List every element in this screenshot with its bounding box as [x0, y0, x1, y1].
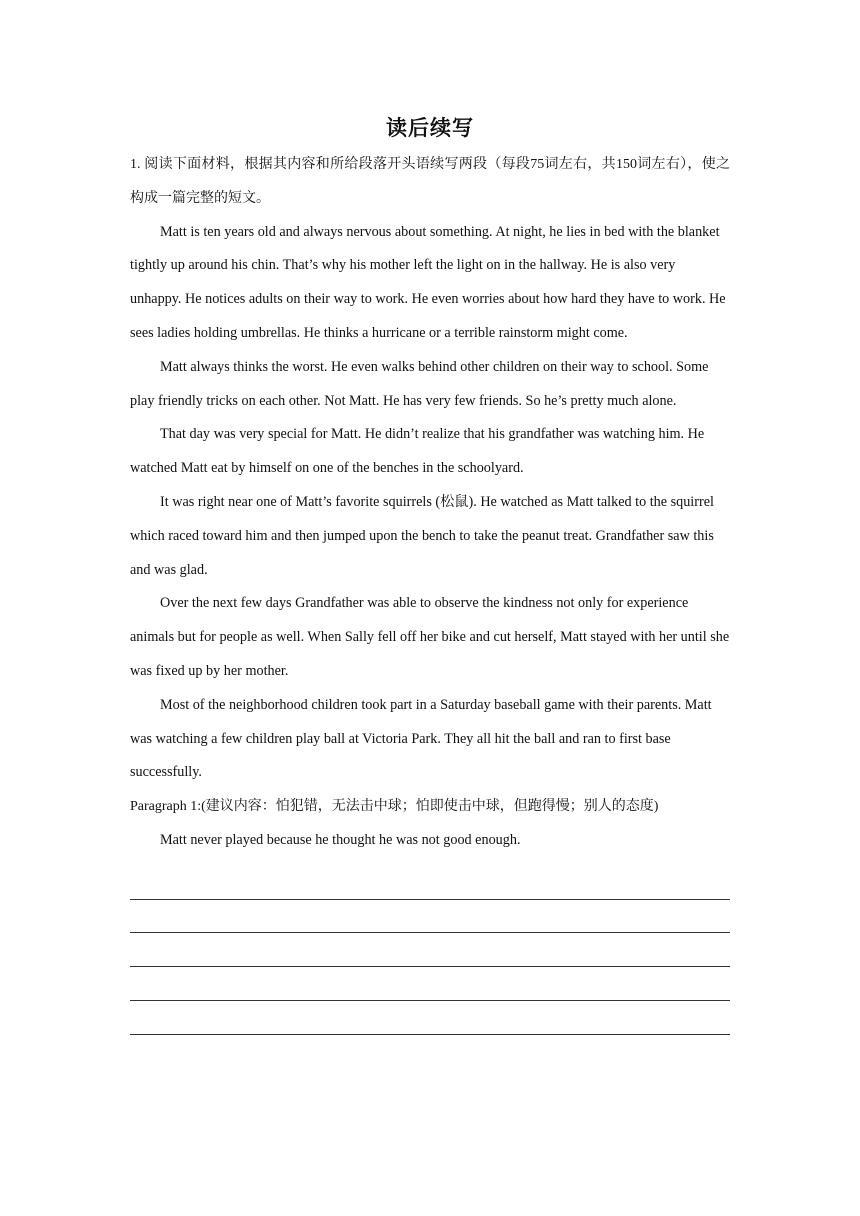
- answer-line[interactable]: [130, 900, 730, 934]
- passage-paragraph-6: Most of the neighborhood children took part in a Saturday baseball game with their parents. Matt was watching a few children play ball at Victoria Park. They all hit the ball and ran to first base successfully.: [130, 696, 712, 781]
- paragraph-1-starter: Matt never played because he thought he was not good enough.: [160, 831, 521, 848]
- worksheet-title: 读后续写: [386, 116, 474, 140]
- passage-paragraph-3: That day was very special for Matt. He didn’t realize that his grandfather was watching him. He watched Matt eat by himself on one of the benches in the schoolyard.: [130, 426, 705, 477]
- answer-writing-area[interactable]: [130, 866, 730, 1035]
- reading-passage: [130, 216, 730, 791]
- paragraph-1-hint: Paragraph 1:(建议内容：怕犯错，无法击中球；怕即使击中球，但跑得慢；别人的态度): [130, 799, 659, 815]
- answer-line[interactable]: [130, 1001, 730, 1035]
- passage-paragraph-5: Over the next few days Grandfather was able to observe the kindness not only for experience animals but for people as well. When Sally fell off her bike and cut herself, Matt stayed with her until she was fixed up by her mother.: [130, 595, 730, 679]
- passage-paragraph-4: It was right near one of Matt’s favorite squirrels (松鼠). He watched as Matt talked to the squirrel which raced toward him and then jumped upon the bench to take the peanut treat. Grandfather saw this and was glad.: [130, 493, 714, 578]
- answer-line[interactable]: [130, 866, 730, 900]
- passage-paragraph-1: Matt is ten years old and always nervous about something. At night, he lies in bed with the blanket tightly up around his chin. That’s why his mother left the light on in the hallway. He is also very unhappy. He notices adults on their way to work. He even worries about how hard they have to work. He sees ladies holding umbrellas. He thinks a hurricane or a terrible rainstorm might come.: [130, 223, 726, 341]
- question-instructions: 1. 阅读下面材料，根据其内容和所给段落开头语续写两段（每段75词左右，共150词左右），使之构成一篇完整的短文。: [130, 157, 730, 206]
- passage-paragraph-2: Matt always thinks the worst. He even walks behind other children on their way to school. Some play friendly tricks on each other. Not Matt. He has very few friends. So he’s pretty much alone.: [130, 358, 709, 409]
- answer-line[interactable]: [130, 967, 730, 1001]
- worksheet-page: [130, 108, 730, 1035]
- answer-line[interactable]: [130, 933, 730, 967]
